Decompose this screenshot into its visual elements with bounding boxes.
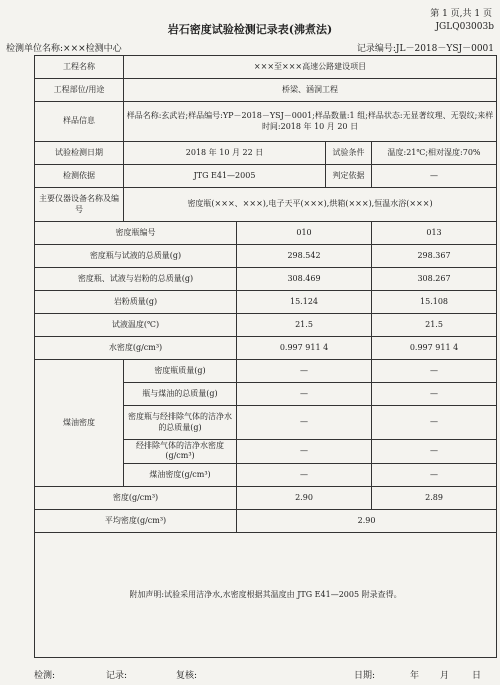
basis-label: 检测依据 xyxy=(35,165,124,188)
water-density-2: 0.997 911 4 xyxy=(372,337,497,360)
density-row xyxy=(35,486,497,509)
bottle-liquid-row xyxy=(35,245,497,268)
bottle-liquid-powder-row xyxy=(35,268,497,291)
bottle-no-1: 010 xyxy=(237,222,372,245)
water-density-label: 水密度(g/cm³) xyxy=(35,337,237,360)
bottle-liquid-label: 密度瓶与试液的总质量(g) xyxy=(35,245,237,268)
avg-density-value: 2.90 xyxy=(237,509,497,532)
kerosene-row-label: 煤油密度(g/cm³) xyxy=(124,463,237,486)
bottle-liquid-1: 298.542 xyxy=(237,245,372,268)
bottle-liquid-powder-label: 密度瓶、试液与岩粉的总质量(g) xyxy=(35,268,237,291)
date-label: 日期: xyxy=(354,671,376,681)
part-row xyxy=(35,79,497,102)
date-year: 年 xyxy=(410,671,420,681)
date-row xyxy=(35,142,497,165)
signature-footer xyxy=(34,668,496,682)
powder-mass-label: 岩粉质量(g) xyxy=(35,291,237,314)
density-label: 密度(g/cm³) xyxy=(35,486,237,509)
condition-value: 温度:21℃;相对湿度:70% xyxy=(372,142,497,165)
kerosene-value-2: — xyxy=(372,463,497,486)
tester-label: 检测: xyxy=(34,671,56,681)
density-1: 2.90 xyxy=(237,486,372,509)
recorder-label: 记录: xyxy=(106,671,128,681)
kerosene-value-2: — xyxy=(372,440,497,464)
kerosene-row-label: 密度瓶与经排除气体的洁净水的总质量(g) xyxy=(124,406,237,440)
judge-value: — xyxy=(372,165,497,188)
part-value: 桥梁、涵洞工程 xyxy=(124,79,497,102)
project-row xyxy=(35,56,497,79)
project-label: 工程名称 xyxy=(35,56,124,79)
density-2: 2.89 xyxy=(372,486,497,509)
kerosene-value-2: — xyxy=(372,383,497,406)
form-code: JGLQ03003b xyxy=(435,22,494,32)
kerosene-value-1: — xyxy=(237,440,372,464)
kerosene-row-label: 经排除气体的洁净水密度(g/cm³) xyxy=(124,440,237,464)
basis-row xyxy=(35,165,497,188)
page-number: 第 1 页,共 1 页 xyxy=(430,9,492,19)
record-table xyxy=(34,55,497,658)
kerosene-value-1: — xyxy=(237,383,372,406)
memo-row xyxy=(35,532,497,657)
testing-unit: 检测单位名称:×××检测中心 xyxy=(6,44,122,54)
record-number: 记录编号:JL－2018－YSJ－0001 xyxy=(356,44,494,54)
kerosene-value-2: — xyxy=(372,406,497,440)
sample-row xyxy=(35,102,497,142)
instrument-row xyxy=(35,188,497,222)
bottle-no-label: 密度瓶编号 xyxy=(35,222,237,245)
liquid-temp-row xyxy=(35,314,497,337)
project-value: ×××至×××高速公路建设项目 xyxy=(124,56,497,79)
kerosene-group-label: 煤油密度 xyxy=(35,360,124,487)
kerosene-value-1: — xyxy=(237,360,372,383)
kerosene-value-1: — xyxy=(237,463,372,486)
reviewer-label: 复核: xyxy=(176,671,198,681)
water-density-row xyxy=(35,337,497,360)
condition-label: 试验条件 xyxy=(326,142,372,165)
bottle-no-row xyxy=(35,222,497,245)
kerosene-row-label: 密度瓶质量(g) xyxy=(124,360,237,383)
instrument-label: 主要仪器设备名称及编号 xyxy=(35,188,124,222)
judge-label: 判定依据 xyxy=(326,165,372,188)
bottle-liquid-powder-2: 308.267 xyxy=(372,268,497,291)
additional-statement: 附加声明:试验采用洁净水,水密度根据其温度由 JTG E41—2005 附录查得。 xyxy=(35,532,497,657)
bottle-liquid-2: 298.367 xyxy=(372,245,497,268)
bottle-no-2: 013 xyxy=(372,222,497,245)
bottle-liquid-powder-1: 308.469 xyxy=(237,268,372,291)
kerosene-value-2: — xyxy=(372,360,497,383)
part-label: 工程部位/用途 xyxy=(35,79,124,102)
powder-mass-2: 15.108 xyxy=(372,291,497,314)
instrument-value: 密度瓶(×××、×××),电子天平(×××),烘箱(×××),恒温水浴(×××) xyxy=(124,188,497,222)
form-title: 岩石密度试验检测记录表(沸煮法) xyxy=(167,23,333,36)
kerosene-value-1: — xyxy=(237,406,372,440)
avg-density-label: 平均密度(g/cm³) xyxy=(35,509,237,532)
kerosene-row-label: 瓶与煤油的总质量(g) xyxy=(124,383,237,406)
liquid-temp-label: 试液温度(℃) xyxy=(35,314,237,337)
liquid-temp-2: 21.5 xyxy=(372,314,497,337)
test-date-label: 试验检测日期 xyxy=(35,142,124,165)
basis-value: JTG E41—2005 xyxy=(124,165,326,188)
powder-mass-1: 15.124 xyxy=(237,291,372,314)
sample-value: 样品名称:玄武岩;样品编号:YP－2018－YSJ－0001;样品数量:1 组;样品状态:无显著纹理、无裂纹;来样时间:2018 年 10 月 20 日 xyxy=(124,102,497,142)
water-density-1: 0.997 911 4 xyxy=(237,337,372,360)
sample-label: 样品信息 xyxy=(35,102,124,142)
date-month: 月 xyxy=(440,671,450,681)
kerosene-row xyxy=(35,360,497,383)
powder-mass-row xyxy=(35,291,497,314)
avg-density-row xyxy=(35,509,497,532)
liquid-temp-1: 21.5 xyxy=(237,314,372,337)
date-day: 日 xyxy=(472,671,482,681)
test-date-value: 2018 年 10 月 22 日 xyxy=(124,142,326,165)
